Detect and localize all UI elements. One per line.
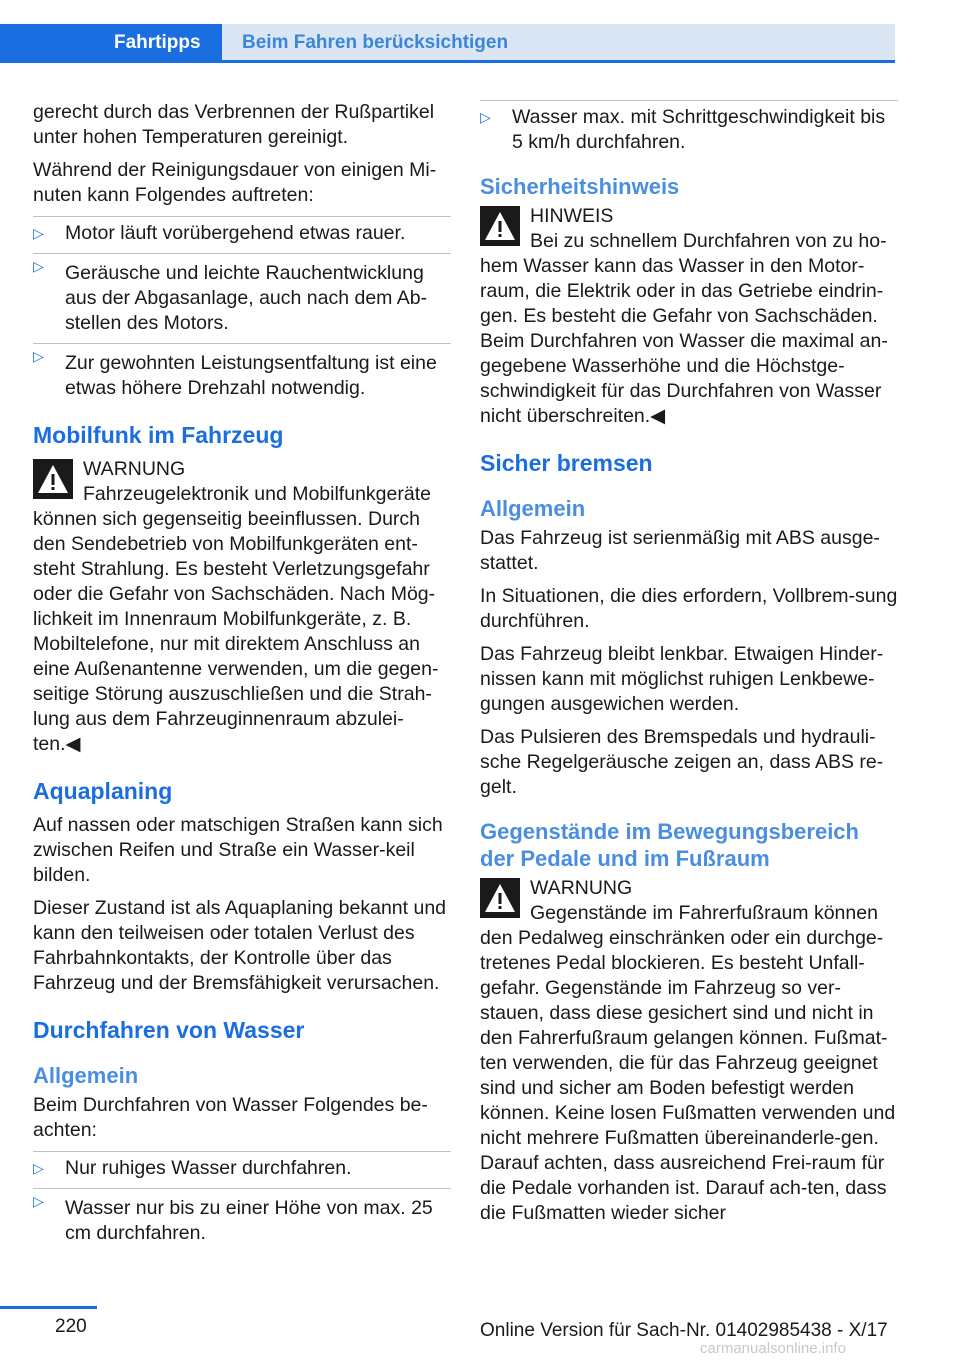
triangle-bullet-icon: ▷ bbox=[33, 1160, 44, 1176]
paragraph: Auf nassen oder matschigen Straßen kann sich zwischen Reifen und Straße ein Wasser-keil bilden. bbox=[33, 814, 443, 886]
bullet-list bbox=[480, 100, 898, 155]
list-item-text: Nur ruhiges Wasser durchfahren. bbox=[65, 1157, 352, 1179]
warning-block bbox=[480, 876, 898, 1226]
list-item bbox=[33, 253, 451, 336]
section-heading: Aquaplaning bbox=[33, 778, 173, 804]
online-version-note: Online Version für Sach-Nr. 01402985438 - X/17 bbox=[480, 1320, 888, 1341]
list-item bbox=[33, 1188, 451, 1246]
warning-triangle-icon bbox=[480, 878, 520, 918]
warning-title: WARNUNG bbox=[83, 458, 186, 480]
right-column bbox=[480, 100, 898, 1234]
warning-block bbox=[33, 457, 451, 757]
warning-title: WARNUNG bbox=[530, 877, 633, 899]
paragraph: Das Fahrzeug bleibt lenkbar. Etwaigen Hinder-nissen kann mit möglichst ruhigen Lenkbewe-gungen ausgewichen werden. bbox=[480, 643, 884, 715]
bullet-list bbox=[33, 216, 451, 401]
list-item bbox=[33, 221, 451, 246]
triangle-bullet-icon: ▷ bbox=[33, 348, 44, 364]
warning-triangle-icon bbox=[33, 459, 73, 499]
header-chapter-tab[interactable]: Fahrtipps bbox=[0, 24, 222, 62]
paragraph: Das Pulsieren des Bremspedals und hydrauli-sche Regelgeräusche zeigen an, dass ABS re-gelt. bbox=[480, 726, 884, 798]
notice-block bbox=[480, 204, 898, 429]
page-number: 220 bbox=[55, 1316, 87, 1337]
watermark-brand: carmanualsonline.info bbox=[700, 1340, 846, 1357]
subsection-heading: Allgemein bbox=[480, 496, 586, 521]
paragraph: In Situationen, die dies erfordern, Vollbrem-sung durchführen. bbox=[480, 585, 898, 632]
list-item-text: Motor läuft vorübergehend etwas rauer. bbox=[65, 222, 406, 244]
list-item-text: Wasser max. mit Schrittgeschwindigkeit bis 5 km/h durchfahren. bbox=[512, 106, 886, 153]
footer-rule bbox=[0, 1306, 97, 1309]
list-item bbox=[33, 1156, 451, 1181]
triangle-bullet-icon: ▷ bbox=[33, 225, 44, 241]
section-heading: Sicher bremsen bbox=[480, 450, 653, 476]
triangle-bullet-icon: ▷ bbox=[33, 258, 44, 274]
warning-triangle-icon bbox=[480, 206, 520, 246]
notice-text: Bei zu schnellem Durchfahren von zu ho-hem Wasser kann das Wasser in den Motor-raum, die Elektrik oder in das Getriebe eindrin-gen. Es besteht die Gefahr von Sachschäden. Beim Durchfahren von Wasser die maximal an-gegebene Wasserhöhe und die Höchstge-schwindigkeit für das Durchfahren von Wasser nicht überschreiten.◀ bbox=[480, 230, 888, 427]
subsection-heading: Sicherheitshinweis bbox=[480, 174, 680, 199]
subsection-heading: Allgemein bbox=[33, 1063, 139, 1088]
triangle-bullet-icon: ▷ bbox=[480, 109, 491, 125]
left-column bbox=[33, 100, 451, 1253]
warning-text: Fahrzeugelektronik und Mobilfunkgeräte können sich gegenseitig beeinflussen. Durch den Sendebetrieb von Mobilfunkgeräten ent-steht Strahlung. Es besteht Verletzungsgefahr oder die Gefahr von Sachschäden. Nach Mög-lichkeit im Innenraum Mobilfunkgeräte, z. B. Mobiltelefone, nur mit direktem Anschluss an eine Außenantenne verwenden, um die gegen-seitige Störung auszuschließen und die Strah-lung aus dem Fahrzeuginnenraum abzulei-ten.◀ bbox=[33, 483, 439, 755]
warning-text: Gegenstände im Fahrerfußraum können den Pedalweg einschränken oder ein durchge-tretenes Pedal blockieren. Es besteht Unfall-gefahr. Gegenstände im Fahrzeug so ver-stauen, dass diese gesichert sind und nicht in den Fahrerfußraum gelangen können. Fußmat-ten verwenden, die für das Fahrzeug geeignet sind und sicher am Boden befestigt werden können. Keine losen Fußmatten verwenden und nicht mehrere Fußmatten übereinanderle-gen. Darauf achten, dass ausreichend Frei-raum für die Pedale vorhanden ist. Darauf ach-ten, dass die Fußmatten wieder sicher bbox=[480, 902, 896, 1224]
header-section-tab[interactable]: Beim Fahren berücksichtigen bbox=[222, 24, 895, 62]
list-item bbox=[33, 343, 451, 401]
notice-title: HINWEIS bbox=[530, 205, 614, 227]
triangle-bullet-icon: ▷ bbox=[33, 1193, 44, 1209]
bullet-list bbox=[33, 1151, 451, 1246]
subsection-heading: Gegenstände im Bewegungsbereich der Pedale und im Fußraum bbox=[480, 819, 859, 871]
page-header bbox=[0, 24, 895, 62]
section-heading: Durchfahren von Wasser bbox=[33, 1017, 305, 1043]
list-item-text: Wasser nur bis zu einer Höhe von max. 25 cm durchfahren. bbox=[65, 1197, 433, 1244]
paragraph: gerecht durch das Verbrennen der Rußpartikel unter hohen Temperaturen gereinigt. bbox=[33, 101, 435, 148]
paragraph: Dieser Zustand ist als Aquaplaning bekannt und kann den teilweisen oder totalen Verlust des Fahrbahnkontakts, der Kontrolle über das Fahrzeug und der Bremsfähigkeit verursachen. bbox=[33, 897, 447, 994]
paragraph: Beim Durchfahren von Wasser Folgendes be-achten: bbox=[33, 1094, 428, 1141]
paragraph: Während der Reinigungsdauer von einigen Mi-nuten kann Folgendes auftreten: bbox=[33, 159, 437, 206]
list-item bbox=[480, 105, 898, 155]
list-item-text: Zur gewohnten Leistungsentfaltung ist eine etwas höhere Drehzahl notwendig. bbox=[65, 352, 437, 399]
list-item-text: Geräusche und leichte Rauchentwicklung aus der Abgasanlage, auch nach dem Ab-stellen des Motors. bbox=[65, 262, 428, 334]
header-rule bbox=[0, 60, 895, 63]
section-heading: Mobilfunk im Fahrzeug bbox=[33, 422, 284, 448]
paragraph: Das Fahrzeug ist serienmäßig mit ABS ausge-stattet. bbox=[480, 527, 880, 574]
